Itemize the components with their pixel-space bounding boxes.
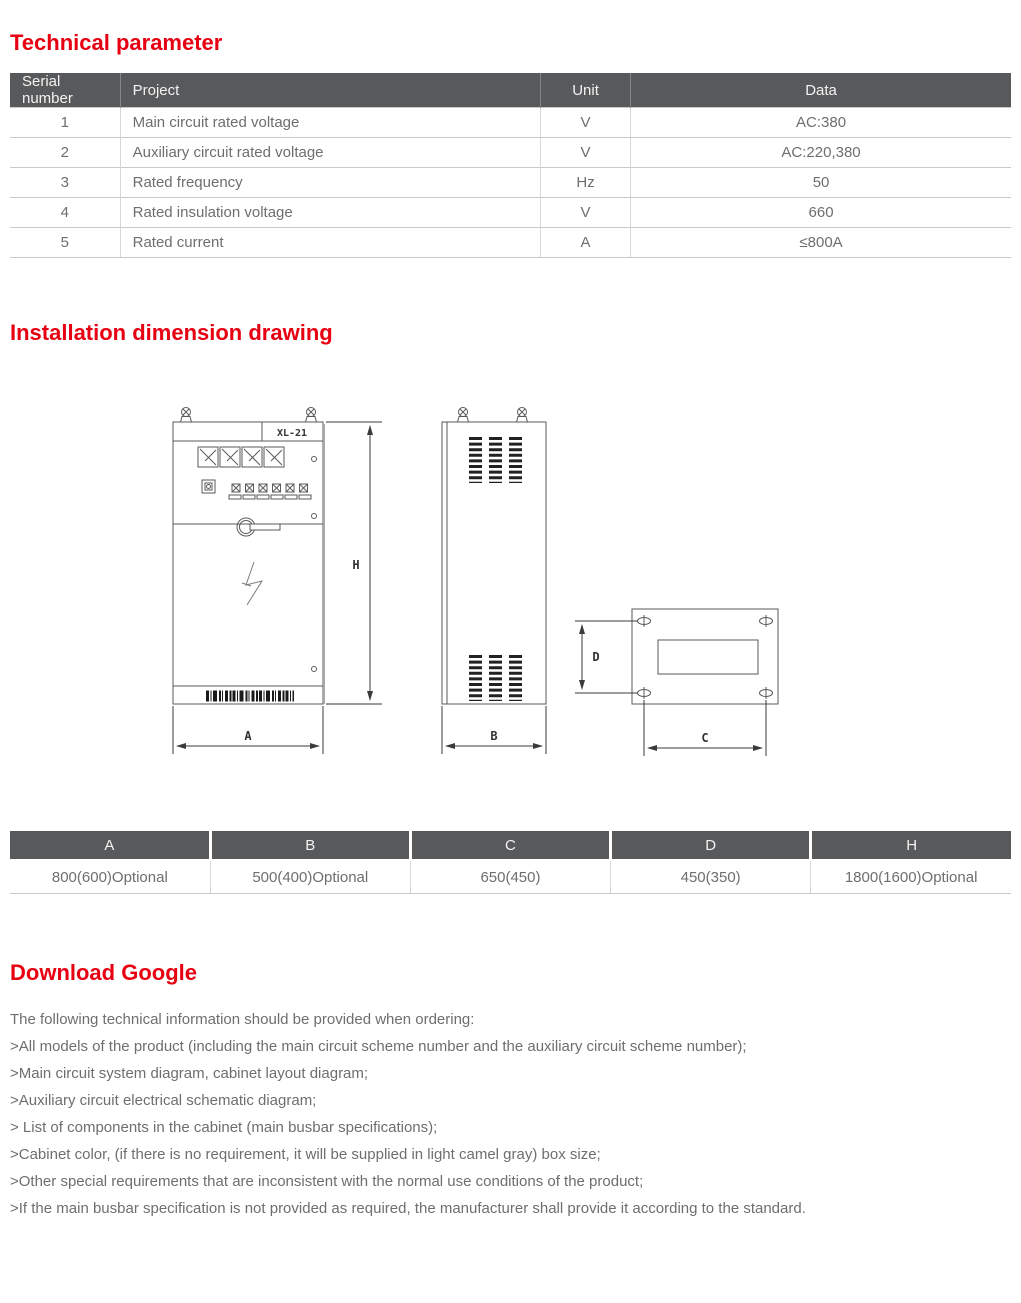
- dimensions-header-row: [10, 831, 1011, 860]
- dimensions-value-row: [10, 860, 1011, 894]
- cell-data: 660: [631, 198, 1011, 228]
- dim-value-c: 650(450): [410, 860, 610, 894]
- cell-unit: V: [541, 138, 631, 168]
- cell-project: Main circuit rated voltage: [120, 108, 540, 138]
- ordering-line: >Auxiliary circuit electrical schematic diagram;: [10, 1092, 317, 1109]
- cell-unit: Hz: [541, 168, 631, 198]
- ordering-line: >Main circuit system diagram, cabinet layout diagram;: [10, 1065, 369, 1082]
- cell-data: AC:220,380: [631, 138, 1011, 168]
- cell-serial: 4: [10, 198, 120, 228]
- technical-parameter-table: [10, 73, 1011, 258]
- cell-unit: V: [541, 108, 631, 138]
- section-title-download-google: Download Google: [10, 960, 197, 985]
- dim-value-d: 450(350): [611, 860, 811, 894]
- side-view: [442, 408, 546, 705]
- cell-serial: 2: [10, 138, 120, 168]
- table-row: [10, 108, 1011, 138]
- cell-unit: A: [541, 228, 631, 258]
- table-row: [10, 138, 1011, 168]
- lifting-eye-icon: [181, 408, 192, 423]
- col-header-d: D: [611, 831, 811, 860]
- dim-label-b: B: [490, 729, 498, 743]
- dim-value-b: 500(400)Optional: [210, 860, 410, 894]
- lifting-eye-icon: [306, 408, 317, 423]
- dim-label-h: H: [352, 558, 360, 572]
- dim-label-d: D: [592, 650, 600, 664]
- col-header-b: B: [210, 831, 410, 860]
- dim-label-c: C: [701, 731, 709, 745]
- cell-project: Rated frequency: [120, 168, 540, 198]
- col-header-serial-number: Serial number: [10, 73, 120, 108]
- ordering-line: >Cabinet color, (if there is no requirement, it will be supplied in light camel gray) box size;: [10, 1146, 601, 1163]
- top-view: [632, 609, 778, 704]
- ordering-line: >All models of the product (including the main circuit scheme number and the auxiliary circuit scheme number);: [10, 1038, 747, 1055]
- page-content: [0, 30, 1021, 1222]
- ordering-line: The following technical information should be provided when ordering:: [10, 1011, 475, 1028]
- cell-data: 50: [631, 168, 1011, 198]
- model-label: XL-21: [276, 428, 308, 439]
- col-header-a: A: [10, 831, 210, 860]
- col-header-project: Project: [120, 73, 540, 108]
- installation-dimension-drawing: [150, 394, 1011, 779]
- lifting-eye-icon: [517, 408, 528, 423]
- col-header-h: H: [811, 831, 1011, 860]
- col-header-data: Data: [631, 73, 1011, 108]
- ordering-info: [10, 1006, 1011, 1222]
- table-row: [10, 228, 1011, 258]
- dim-value-h: 1800(1600)Optional: [811, 860, 1011, 894]
- section-title-technical-parameter: Technical parameter: [10, 30, 223, 55]
- dimension-c: [644, 700, 766, 756]
- front-view: [173, 408, 324, 705]
- cell-project: Rated current: [120, 228, 540, 258]
- dimension-d: [575, 621, 638, 693]
- cabinet-dimension-diagram: [150, 394, 820, 774]
- ordering-line: >Other special requirements that are inconsistent with the normal use conditions of the product;: [10, 1173, 644, 1190]
- dimension-h: [326, 422, 382, 704]
- cell-project: Rated insulation voltage: [120, 198, 540, 228]
- cell-data: ≤800A: [631, 228, 1011, 258]
- ordering-line: > List of components in the cabinet (main busbar specifications);: [10, 1119, 438, 1136]
- col-header-c: C: [410, 831, 610, 860]
- cell-data: AC:380: [631, 108, 1011, 138]
- cell-serial: 5: [10, 228, 120, 258]
- lifting-eye-icon: [458, 408, 469, 423]
- table-row: [10, 198, 1011, 228]
- cell-serial: 3: [10, 168, 120, 198]
- col-header-unit: Unit: [541, 73, 631, 108]
- dim-label-a: A: [244, 729, 252, 743]
- section-title-installation-dimension-drawing: Installation dimension drawing: [10, 320, 333, 345]
- dimension-a: [173, 706, 323, 754]
- table-header-row: [10, 73, 1011, 108]
- dim-value-a: 800(600)Optional: [10, 860, 210, 894]
- table-row: [10, 168, 1011, 198]
- cell-unit: V: [541, 198, 631, 228]
- cell-serial: 1: [10, 108, 120, 138]
- cell-project: Auxiliary circuit rated voltage: [120, 138, 540, 168]
- dimensions-table: [10, 831, 1011, 894]
- ordering-line: >If the main busbar specification is not provided as required, the manufacturer shall provide it according to the standard.: [10, 1200, 806, 1217]
- dimension-b: [442, 706, 546, 754]
